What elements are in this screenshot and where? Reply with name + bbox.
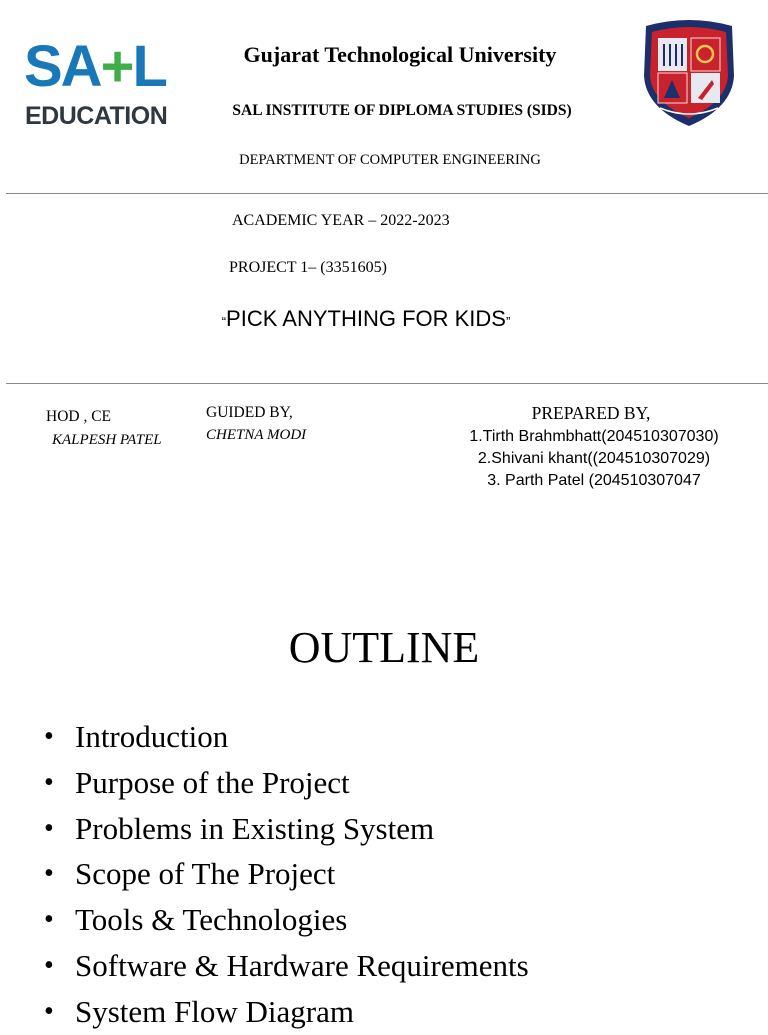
university-title: Gujarat Technological University (243, 42, 557, 67)
project-title: “PICK ANYTHING FOR KIDS” (221, 306, 511, 331)
outline-item: • Tools & Technologies (44, 897, 529, 943)
academic-year: ACADEMIC YEAR – 2022-2023 (232, 212, 450, 229)
guide-label: GUIDED BY, (206, 404, 293, 421)
bullet-icon: • (44, 949, 54, 981)
outline-item: • Introduction (44, 714, 529, 760)
logo-plus-icon: + (100, 34, 133, 99)
outline-item: • Problems in Existing System (44, 806, 529, 852)
outline-title: OUTLINE (288, 623, 480, 672)
bullet-icon: • (44, 812, 54, 844)
logo-sal-text: SA+L (24, 34, 166, 99)
outline-list (44, 714, 529, 1035)
team-members-list (426, 426, 762, 492)
outline-item: • Scope of The Project (44, 851, 529, 897)
guide-name: CHETNA MODI (206, 427, 307, 443)
team-member: 3. Parth Patel (204510307047 (487, 472, 701, 489)
department-name: DEPARTMENT OF COMPUTER ENGINEERING (239, 152, 541, 168)
logo-education-text: EDUCATION (25, 102, 168, 130)
institute-name: SAL INSTITUTE OF DIPLOMA STUDIES (SIDS) (232, 102, 572, 119)
team-member: 2.Shivani khant((204510307029) (477, 450, 711, 467)
outline-item: • System Flow Diagram (44, 989, 529, 1035)
bullet-icon: • (44, 858, 54, 890)
project-code: PROJECT 1– (3351605) (229, 259, 387, 276)
bullet-icon: • (44, 721, 54, 752)
outline-item: • Software & Hardware Requirements (44, 943, 529, 989)
prepared-by-label: PREPARED BY, (531, 403, 651, 423)
hod-label: HOD , CE (46, 408, 112, 425)
sal-education-logo (24, 34, 169, 133)
gtu-crest-icon (640, 16, 738, 128)
outline-item: • Purpose of the Project (44, 760, 529, 806)
bullet-icon: • (44, 904, 54, 936)
title-divider (6, 383, 768, 384)
bullet-icon: • (44, 995, 54, 1027)
bullet-icon: • (44, 766, 54, 798)
hod-name: KALPESH PATEL (52, 432, 162, 448)
team-member: 1.Tirth Brahmbhatt(204510307030) (469, 428, 719, 445)
header-divider (6, 193, 768, 194)
